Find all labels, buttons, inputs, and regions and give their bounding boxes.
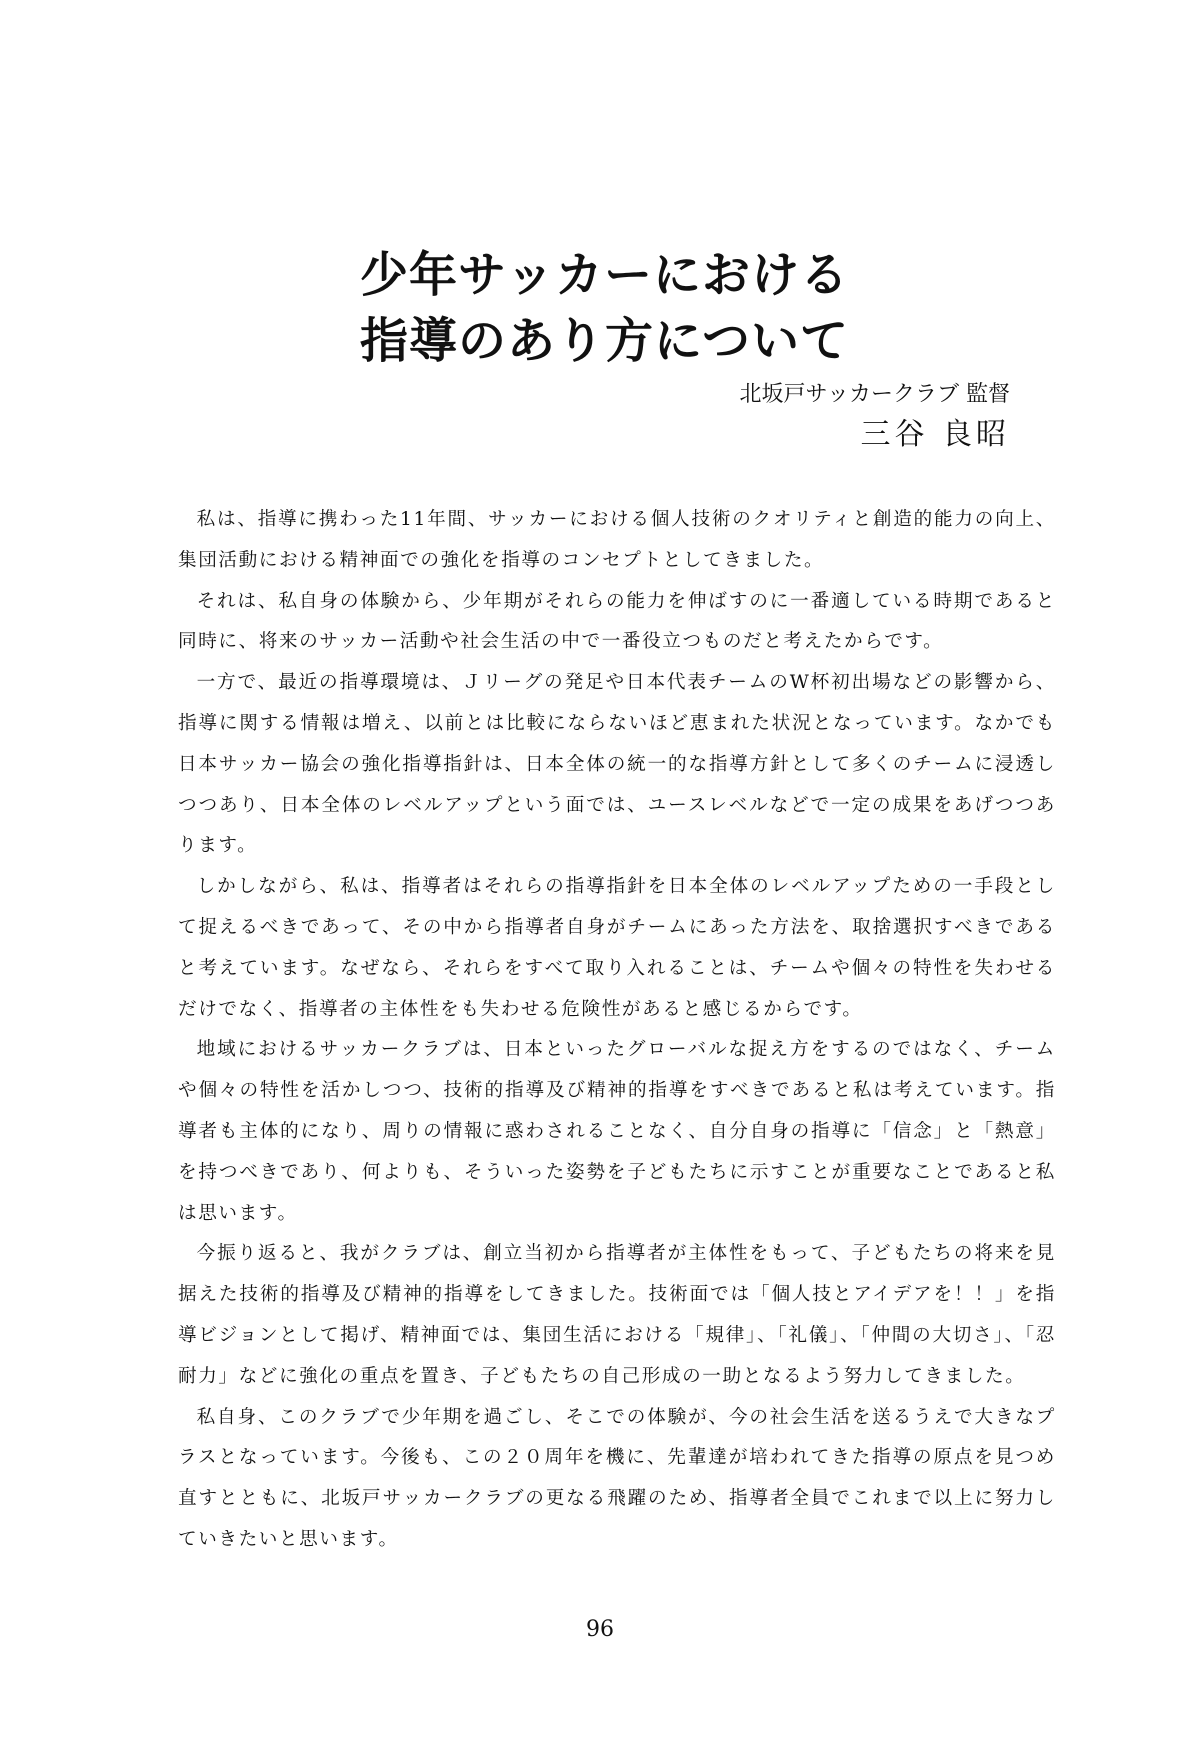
paragraph-5: 地域におけるサッカークラブは、日本といったグローバルな捉え方をするのではなく、チームや個々の特性を活かしつつ、技術的指導及び精神的指導をすべきであると私は考えています。指導者も主体的になり、周りの情報に惑わされることなく、自分自身の指導に「信念」と「熱意」を持つべきであり、何よりも、そういった姿勢を子どもたちに示すことが重要なことであると私は思います。 — [178, 1039, 1056, 1224]
paragraph-2: それは、私自身の体験から、少年期がそれらの能力を伸ばすのに一番適している時期であると同時に、将来のサッカー活動や社会生活の中で一番役立つものだと考えたからです。 — [178, 590, 1056, 653]
title-line-2: 指導のあり方について — [360, 313, 850, 370]
article-title — [360, 242, 920, 374]
paragraph-3: 一方で、最近の指導環境は、Ｊリーグの発足や日本代表チームのW杯初出場などの影響から、指導に関する情報は増え、以前とは比較にならないほど恵まれた状況となっています。なかでも日本サッカー協会の強化指導指針は、日本全体の統一的な指導方針として多くのチームに浸透しつつあり、日本全体のレベルアップという面では、ユースレベルなどで一定の成果をあげつつあります。 — [178, 672, 1056, 857]
author-organization: 北坂戸サッカークラブ 監督 — [739, 382, 1010, 407]
page-number: 96 — [586, 1617, 614, 1642]
author-name: 三谷 良昭 — [860, 417, 1010, 452]
paragraph-7: 私自身、このクラブで少年期を過ごし、そこでの体験が、今の社会生活を送るうえで大きなプラスとなっています。今後も、この２０周年を機に、先輩達が培われてきた指導の原点を見つめ直すとともに、北坂戸サッカークラブの更なる飛躍のため、指導者全員でこれまで以上に努力していきたいと思います。 — [178, 1406, 1056, 1550]
paragraph-4: しかしながら、私は、指導者はそれらの指導指針を日本全体のレベルアップための一手段として捉えるべきであって、その中から指導者自身がチームにあった方法を、取捨選択すべきであると考えています。なぜなら、それらをすべて取り入れることは、チームや個々の特性を失わせるだけでなく、指導者の主体性をも失わせる危険性があると感じるからです。 — [178, 876, 1056, 1020]
title-line-1: 少年サッカーにおける — [360, 247, 850, 304]
byline — [739, 378, 1010, 456]
paragraph-6: 今振り返ると、我がクラブは、創立当初から指導者が主体性をもって、子どもたちの将来を見据えた技術的指導及び精神的指導をしてきました。技術面では「個人技とアイデアを！！」を指導ビジョンとして掲げ、精神面では、集団生活における「規律」、「礼儀」、「仲間の大切さ」、「忍耐力」などに強化の重点を置き、子どもたちの自己形成の一助となるよう努力してきました。 — [178, 1243, 1056, 1387]
paragraph-1: 私は、指導に携わった11年間、サッカーにおける個人技術のクオリティと創造的能力の向上、集団活動における精神面での強化を指導のコンセプトとしてきました。 — [178, 509, 1056, 571]
article-body — [178, 500, 1056, 1561]
